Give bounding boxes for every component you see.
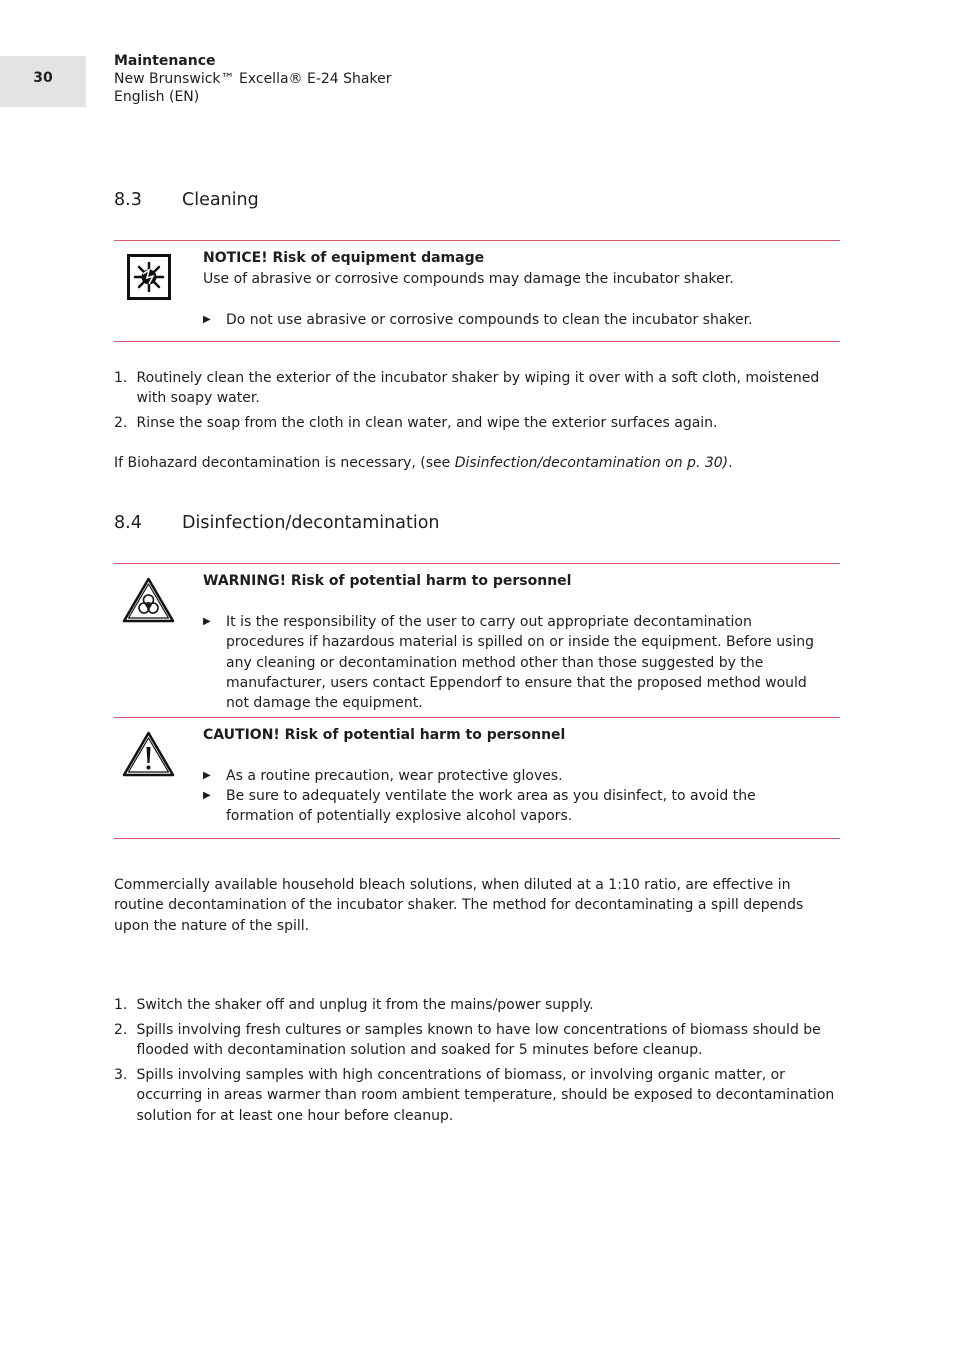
page-number: 30: [33, 70, 53, 86]
notice-title: NOTICE! Risk of equipment damage: [203, 250, 485, 266]
caution-bottom-rule: [114, 838, 840, 839]
caution-bullet: ▶ As a routine precaution, wear protective gloves.: [203, 766, 818, 786]
section-number: 8.3: [114, 190, 142, 210]
header-section: Maintenance: [114, 53, 216, 69]
notice-top-rule: [114, 240, 840, 241]
triangle-bullet-icon: ▶: [203, 314, 211, 325]
triangle-bullet-icon: ▶: [203, 770, 211, 781]
caution-bullet: ▶ Be sure to adequately ventilate the work area as you disinfect, to avoid the formation of potentially explosive alcohol vapors.: [203, 788, 756, 825]
section-number: 8.4: [114, 513, 142, 533]
header-product: New Brunswick™ Excella® E-24 Shaker: [114, 71, 392, 87]
bleach-paragraph: Commercially available household bleach solutions, when diluted at a 1:10 ratio, are effective in routine decontamination of the incubator shaker. The method for decontaminating a spill depends upon the nature of the spill.: [114, 877, 804, 934]
section-title: Disinfection/decontamination: [182, 513, 440, 533]
running-header: [114, 52, 391, 106]
list-item: 1. Switch the shaker off and unplug it from the mains/power supply.: [114, 997, 594, 1013]
notice-bullet: ▶ Do not use abrasive or corrosive compounds to clean the incubator shaker.: [203, 310, 843, 330]
triangle-bullet-icon: ▶: [203, 616, 211, 627]
section-heading-disinfection: [114, 513, 440, 533]
exclamation-warning-icon: [122, 730, 175, 782]
warning-title: WARNING! Risk of potential harm to personnel: [203, 573, 572, 589]
warning-bullet: ▶ It is the responsibility of the user to carry out appropriate decontamination procedures if hazardous material is spilled on or inside the equipment. Before using any cleaning or decontamination method other than those suggested by the manufacturer, users contact Eppendorf to ensure that the proposed method would not damage the equipment.: [203, 614, 815, 712]
list-item: 2. Rinse the soap from the cloth in clean water, and wipe the exterior surfaces again.: [114, 415, 718, 431]
list-item: 2. Spills involving fresh cultures or samples known to have low concentrations of biomass should be flooded with decontamination solution and soaked for 5 minutes before cleanup.: [114, 1022, 821, 1059]
warning-top-rule: [114, 563, 840, 564]
caution-title: CAUTION! Risk of potential harm to personnel: [203, 727, 566, 743]
list-item: 3. Spills involving samples with high concentrations of biomass, or involving organic matter, or occurring in areas warmer than room ambient temperature, should be exposed to decontamination solution for at least one hour before cleanup.: [114, 1067, 835, 1124]
triangle-bullet-icon: ▶: [203, 790, 211, 801]
equipment-damage-icon: [127, 254, 171, 304]
header-language: English (EN): [114, 89, 200, 105]
notice-text: Use of abrasive or corrosive compounds may damage the incubator shaker.: [203, 271, 734, 287]
section-heading-cleaning: [114, 190, 259, 210]
list-item: 1. Routinely clean the exterior of the incubator shaker by wiping it over with a soft cloth, moistened with soapy water.: [114, 370, 820, 407]
cross-reference-link[interactable]: Disinfection/decontamination on p. 30): [454, 455, 729, 471]
biohazard-icon: [122, 576, 175, 628]
biohazard-note: If Biohazard decontamination is necessary, (see Disinfection/decontamination on p. 30).: [114, 455, 733, 471]
section-title: Cleaning: [182, 190, 259, 210]
notice-bottom-rule: [114, 341, 840, 342]
caution-top-rule: [114, 717, 840, 718]
